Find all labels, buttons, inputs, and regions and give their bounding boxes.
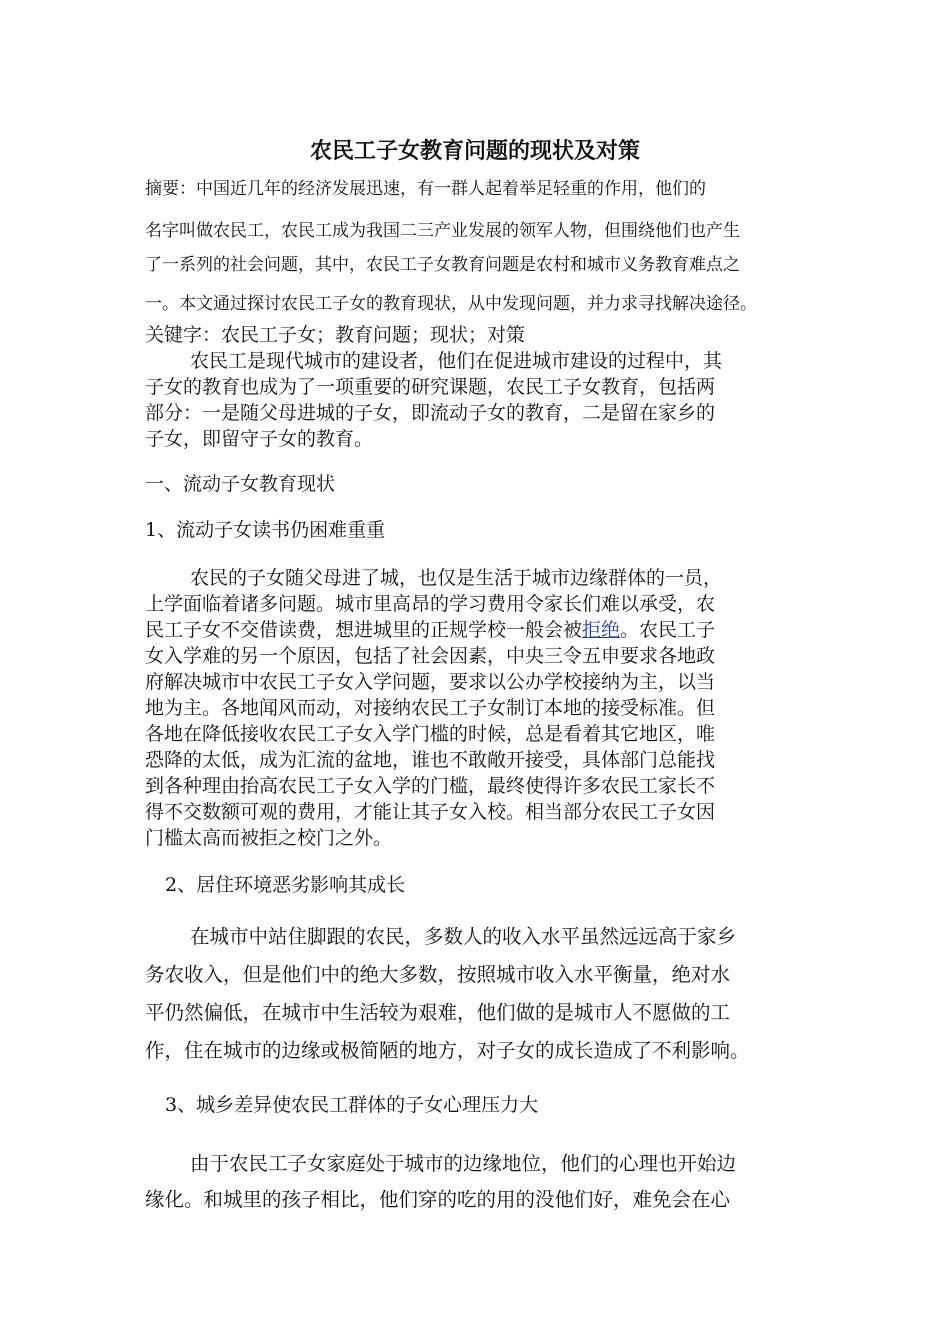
keywords-line: 关键字：农民工子女；教育问题；现状；对策 [145, 324, 526, 346]
paragraph-line: 地为主。各地闻风而动，对接纳农民工子女制订本地的接受标准。但 [145, 697, 716, 719]
paragraph-line: 女入学难的另一个原因，包括了社会因素，中央三令五申要求各地政 [145, 645, 716, 667]
abstract-line: 了一系列的社会问题，其中，农民工子女教育问题是农村和城市义务教育难点之 [145, 255, 740, 275]
subsection-heading: 3、城乡差异使农民工群体的子女心理压力大 [165, 1094, 539, 1116]
paragraph-line: 府解决城市中农民工子女入学问题，要求以公办学校接纳为主，以当 [145, 671, 716, 693]
paragraph-line: 在城市中站住脚跟的农民，多数人的收入水平虽然远远高于家乡 [190, 925, 737, 948]
intro-line: 子女，即留守子女的教育。 [145, 428, 374, 450]
paragraph-line: 恐降的太低，成为汇流的盆地，谁也不敢敞开接受，具体部门总能找 [145, 749, 716, 771]
subsection-heading: 2、居住环境恶劣影响其成长 [165, 874, 406, 896]
paragraph-line: 平仍然偏低，在城市中生活较为艰难，他们做的是城市人不愿做的工 [145, 1001, 731, 1024]
paragraph-text: 民工子女不交借读费，想进城里的正规学校一般会被 [145, 619, 583, 641]
paragraph-text: 。农民工子 [620, 619, 716, 641]
paragraph-line: 各地在降低接收农民工子女入学门槛的时候，总是看着其它地区，唯 [145, 723, 716, 745]
paragraph-line: 缘化。和城里的孩子相比，他们穿的吃的用的没他们好，难免会在心 [145, 1188, 731, 1211]
intro-line: 部分：一是随父母进城的子女，即流动子女的教育，二是留在家乡的 [145, 402, 716, 424]
subsection-heading: 1、流动子女读书仍困难重重 [145, 519, 386, 541]
abstract-line: 一。本文通过探讨农民工子女的教育现状，从中发现问题，并力求寻找解决途径。 [145, 294, 757, 314]
paragraph-line: 门槛太高而被拒之校门之外。 [145, 827, 393, 849]
paragraph-line: 由于农民工子女家庭处于城市的边缘地位，他们的心理也开始边 [190, 1152, 737, 1175]
document-title: 农民工子女教育问题的现状及对策 [309, 138, 640, 164]
paragraph-line: 作，住在城市的边缘或极简陋的地方，对子女的成长造成了不利影响。 [145, 1039, 750, 1062]
paragraph-line: 务农收入，但是他们中的绝大多数，按照城市收入水平衡量，绝对水 [145, 963, 731, 986]
section-heading: 一、流动子女教育现状 [145, 473, 336, 495]
intro-line: 子女的教育也成为了一项重要的研究课题，农民工子女教育，包括两 [145, 376, 716, 398]
abstract-line: 摘要：中国近几年的经济发展迅速，有一群人起着举足轻重的作用，他们的 [145, 179, 706, 199]
intro-line: 农民工是现代城市的建设者，他们在促进城市建设的过程中，其 [190, 350, 723, 372]
paragraph-line-with-link [145, 615, 950, 642]
paragraph-line: 得不交数额可观的费用，才能让其子女入校。相当部分农民工子女因 [145, 801, 716, 823]
abstract-line: 名字叫做农民工，农民工成为我国二三产业发展的领军人物，但围绕他们也产生 [145, 221, 740, 241]
refuse-link[interactable]: 拒绝 [582, 619, 621, 641]
paragraph-line: 农民的子女随父母进了城，也仅是生活于城市边缘群体的一员， [190, 567, 723, 589]
paragraph-line: 上学面临着诸多问题。城市里高昂的学习费用令家长们难以承受，农 [145, 593, 716, 615]
paragraph-line: 到各种理由抬高农民工子女入学的门槛，最终使得许多农民工家长不 [145, 775, 716, 797]
